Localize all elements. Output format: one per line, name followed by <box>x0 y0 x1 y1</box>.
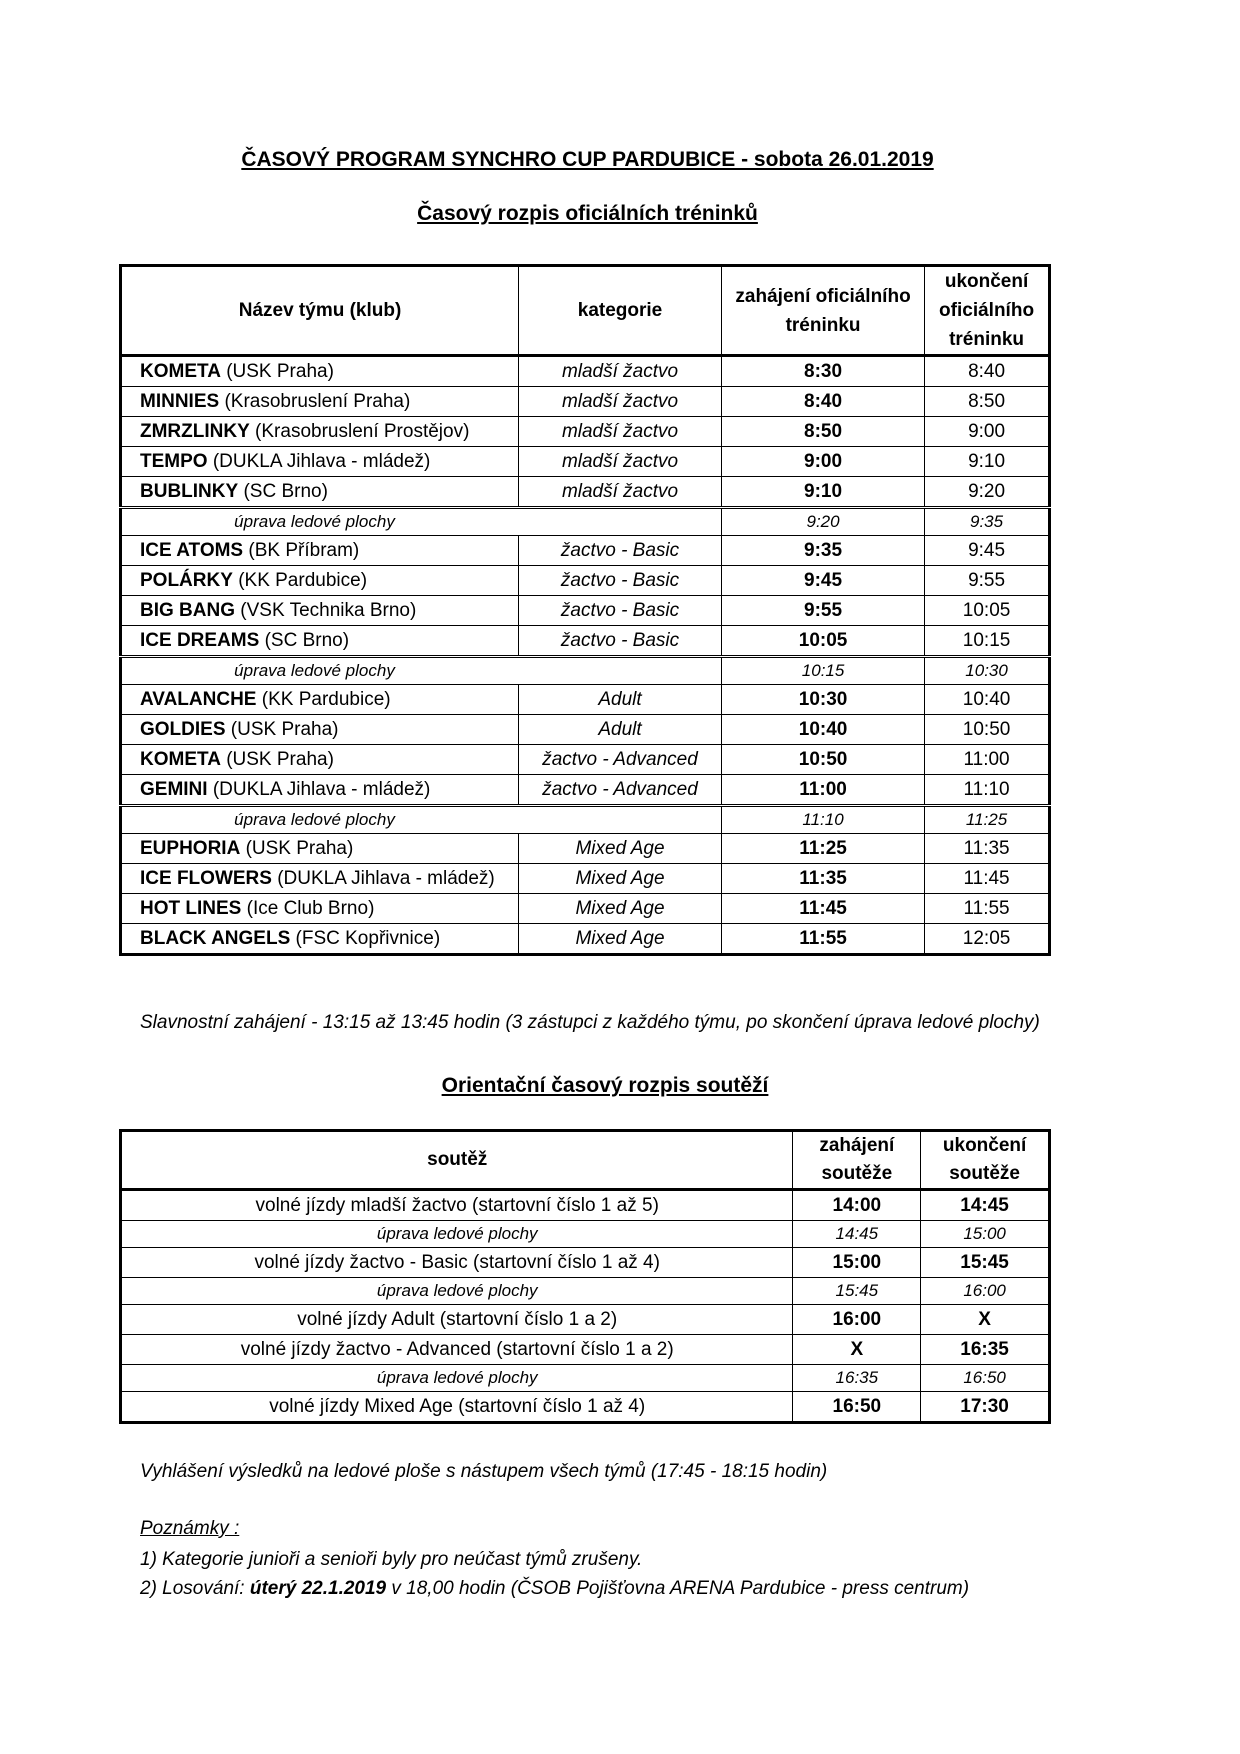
ice-resurfacing-row <box>121 1278 1050 1305</box>
training-heading: Časový rozpis oficiálních tréninků <box>417 202 758 225</box>
pause-label: úprava ledové plochy <box>121 657 722 685</box>
header-cell: ukončení soutěže <box>921 1131 1050 1190</box>
club-name: (Krasobruslení Prostějov) <box>255 421 470 442</box>
table-row <box>121 864 1050 894</box>
start-time: 11:25 <box>722 834 925 864</box>
header-cell: ukončení oficiálního tréninku <box>925 266 1050 356</box>
pause-label: úprava ledové plochy <box>121 806 722 834</box>
club-name: (KK Pardubice) <box>261 689 391 710</box>
category: Adult <box>519 715 722 745</box>
table-header-row <box>121 1131 1050 1190</box>
end-time: 11:25 <box>925 806 1050 834</box>
team-name: HOT LINES <box>140 898 242 919</box>
team-cell <box>121 775 519 806</box>
start-time: 11:55 <box>722 924 925 955</box>
start-time: 8:50 <box>722 417 925 447</box>
start-time: 16:35 <box>793 1365 921 1392</box>
header-cell: zahájení oficiálního tréninku <box>722 266 925 356</box>
start-time: 9:20 <box>722 508 925 536</box>
start-time: 14:00 <box>793 1190 921 1221</box>
table-row <box>121 447 1050 477</box>
category: mladší žactvo <box>519 387 722 417</box>
team-cell <box>121 626 519 657</box>
table-row <box>121 685 1050 715</box>
category: žactvo - Advanced <box>519 775 722 806</box>
category: žactvo - Basic <box>519 596 722 626</box>
team-name: BUBLINKY <box>140 481 239 502</box>
notes-heading: Poznámky : <box>140 1518 240 1539</box>
category: mladší žactvo <box>519 477 722 508</box>
start-time: 9:35 <box>722 536 925 566</box>
table-row <box>121 417 1050 447</box>
end-time: 10:40 <box>925 685 1050 715</box>
header-cell: Název týmu (klub) <box>121 266 519 356</box>
start-time: 9:55 <box>722 596 925 626</box>
team-cell <box>121 834 519 864</box>
team-name: ICE ATOMS <box>140 540 244 561</box>
category: Mixed Age <box>519 864 722 894</box>
club-name: (DUKLA Jihlava - mládež) <box>212 779 431 800</box>
club-name: (SC Brno) <box>264 630 350 651</box>
table-row <box>121 894 1050 924</box>
pause-label: úprava ledové plochy <box>121 508 722 536</box>
end-time: 16:00 <box>921 1278 1050 1305</box>
team-name: GOLDIES <box>140 719 226 740</box>
note-2-date: úterý 22.1.2019 <box>249 1578 387 1599</box>
team-name: BIG BANG <box>140 600 235 621</box>
team-cell <box>121 596 519 626</box>
team-name: AVALANCHE <box>140 689 257 710</box>
club-name: (Ice Club Brno) <box>246 898 375 919</box>
table-row <box>121 626 1050 657</box>
team-cell <box>121 417 519 447</box>
category: Mixed Age <box>519 894 722 924</box>
team-name: MINNIES <box>140 391 220 412</box>
competition-table <box>119 1129 1051 1424</box>
start-time: 10:05 <box>722 626 925 657</box>
competition-name: volné jízdy Adult (startovní číslo 1 a 2) <box>121 1305 793 1335</box>
start-time: 11:35 <box>722 864 925 894</box>
competition-name: volné jízdy mladší žactvo (startovní číslo 1 až 5) <box>121 1190 793 1221</box>
start-time: 8:40 <box>722 387 925 417</box>
note-2-suffix: v 18,00 hodin (ČSOB Pojišťovna ARENA Pardubice - press centrum) <box>386 1578 970 1599</box>
team-cell <box>121 745 519 775</box>
table-row <box>121 745 1050 775</box>
team-cell <box>121 894 519 924</box>
category: mladší žactvo <box>519 417 722 447</box>
end-time: 12:05 <box>925 924 1050 955</box>
competition-name: volné jízdy žactvo - Advanced (startovní číslo 1 a 2) <box>121 1335 793 1365</box>
end-time: 9:20 <box>925 477 1050 508</box>
club-name: (BK Příbram) <box>248 540 360 561</box>
team-name: BLACK ANGELS <box>140 928 291 949</box>
end-time: 9:35 <box>925 508 1050 536</box>
ice-resurfacing-row <box>121 806 1050 834</box>
pause-label: úprava ledové plochy <box>121 1278 793 1305</box>
pause-label: úprava ledové plochy <box>121 1365 793 1392</box>
category: mladší žactvo <box>519 447 722 477</box>
end-time: 11:35 <box>925 834 1050 864</box>
category: Mixed Age <box>519 834 722 864</box>
club-name: (USK Praha) <box>245 838 354 859</box>
training-table <box>119 264 1051 956</box>
start-time: 11:45 <box>722 894 925 924</box>
end-time: 14:45 <box>921 1190 1050 1221</box>
start-time: X <box>793 1335 921 1365</box>
end-time: 11:10 <box>925 775 1050 806</box>
team-name: TEMPO <box>140 451 208 472</box>
start-time: 8:30 <box>722 356 925 387</box>
club-name: (DUKLA Jihlava - mládež) <box>212 451 431 472</box>
table-row <box>121 566 1050 596</box>
team-name: ICE DREAMS <box>140 630 260 651</box>
category: žactvo - Advanced <box>519 745 722 775</box>
category: Adult <box>519 685 722 715</box>
team-cell <box>121 715 519 745</box>
table-row <box>121 356 1050 387</box>
end-time: 9:10 <box>925 447 1050 477</box>
end-time: 9:00 <box>925 417 1050 447</box>
end-time: 11:45 <box>925 864 1050 894</box>
club-name: (USK Praha) <box>226 749 334 770</box>
competition-name: volné jízdy žactvo - Basic (startovní číslo 1 až 4) <box>121 1248 793 1278</box>
note-2 <box>140 1578 969 1600</box>
end-time: 8:40 <box>925 356 1050 387</box>
end-time: 9:45 <box>925 536 1050 566</box>
start-time: 10:40 <box>722 715 925 745</box>
team-cell <box>121 356 519 387</box>
ice-resurfacing-row <box>121 1221 1050 1248</box>
club-name: (USK Praha) <box>230 719 339 740</box>
end-time: 10:05 <box>925 596 1050 626</box>
table-row <box>121 536 1050 566</box>
end-time: 11:00 <box>925 745 1050 775</box>
team-name: KOMETA <box>140 749 221 770</box>
table-row <box>121 1305 1050 1335</box>
club-name: (Krasobruslení Praha) <box>224 391 411 412</box>
team-name: ZMRZLINKY <box>140 421 250 442</box>
end-time: 16:50 <box>921 1365 1050 1392</box>
table-row <box>121 1248 1050 1278</box>
table-row <box>121 1335 1050 1365</box>
end-time: 8:50 <box>925 387 1050 417</box>
club-name: (USK Praha) <box>226 361 334 382</box>
team-cell <box>121 536 519 566</box>
table-row <box>121 775 1050 806</box>
results-note: Vyhlášení výsledků na ledové ploše s nástupem všech týmů (17:45 - 18:15 hodin) <box>140 1461 828 1482</box>
club-name: (SC Brno) <box>243 481 328 502</box>
end-time: 9:55 <box>925 566 1050 596</box>
end-time: 10:50 <box>925 715 1050 745</box>
start-time: 10:15 <box>722 657 925 685</box>
page-title: ČASOVÝ PROGRAM SYNCHRO CUP PARDUBICE - sobota 26.01.2019 <box>241 148 934 171</box>
team-name: ICE FLOWERS <box>140 868 272 889</box>
ice-resurfacing-row <box>121 657 1050 685</box>
end-time: 15:00 <box>921 1221 1050 1248</box>
header-cell: soutěž <box>121 1131 793 1190</box>
team-cell <box>121 387 519 417</box>
category: žactvo - Basic <box>519 536 722 566</box>
end-time: 17:30 <box>921 1392 1050 1423</box>
team-name: EUPHORIA <box>140 838 241 859</box>
start-time: 9:45 <box>722 566 925 596</box>
end-time: X <box>921 1305 1050 1335</box>
start-time: 15:00 <box>793 1248 921 1278</box>
table-row <box>121 596 1050 626</box>
club-name: (KK Pardubice) <box>238 570 368 591</box>
note-1: 1) Kategorie junioři a senioři byly pro neúčast týmů zrušeny. <box>140 1549 643 1570</box>
team-cell <box>121 477 519 508</box>
start-time: 10:30 <box>722 685 925 715</box>
note-2-prefix: 2) Losování: <box>140 1578 250 1599</box>
start-time: 9:00 <box>722 447 925 477</box>
team-cell <box>121 447 519 477</box>
club-name: (DUKLA Jihlava - mládež) <box>277 868 495 889</box>
team-name: POLÁRKY <box>140 570 233 591</box>
club-name: (FSC Kopřivnice) <box>295 928 441 949</box>
start-time: 11:10 <box>722 806 925 834</box>
table-row <box>121 924 1050 955</box>
start-time: 9:10 <box>722 477 925 508</box>
table-header-row <box>121 266 1050 356</box>
start-time: 11:00 <box>722 775 925 806</box>
category: žactvo - Basic <box>519 626 722 657</box>
start-time: 16:50 <box>793 1392 921 1423</box>
ice-resurfacing-row <box>121 1365 1050 1392</box>
competition-name: volné jízdy Mixed Age (startovní číslo 1 až 4) <box>121 1392 793 1423</box>
end-time: 11:55 <box>925 894 1050 924</box>
competition-heading: Orientační časový rozpis soutěží <box>441 1074 769 1097</box>
table-row <box>121 715 1050 745</box>
category: mladší žactvo <box>519 356 722 387</box>
start-time: 15:45 <box>793 1278 921 1305</box>
team-cell <box>121 685 519 715</box>
start-time: 10:50 <box>722 745 925 775</box>
ice-resurfacing-row <box>121 508 1050 536</box>
team-name: GEMINI <box>140 779 208 800</box>
table-row <box>121 1190 1050 1221</box>
header-cell: zahájení soutěže <box>793 1131 921 1190</box>
team-name: KOMETA <box>140 361 221 382</box>
club-name: (VSK Technika Brno) <box>240 600 417 621</box>
category: žactvo - Basic <box>519 566 722 596</box>
end-time: 10:30 <box>925 657 1050 685</box>
team-cell <box>121 864 519 894</box>
table-row <box>121 477 1050 508</box>
team-cell <box>121 924 519 955</box>
end-time: 10:15 <box>925 626 1050 657</box>
table-row <box>121 834 1050 864</box>
table-row <box>121 387 1050 417</box>
opening-note: Slavnostní zahájení - 13:15 až 13:45 hodin (3 zástupci z každého týmu, po skončení úprava ledové plochy) <box>140 1012 1040 1033</box>
start-time: 14:45 <box>793 1221 921 1248</box>
pause-label: úprava ledové plochy <box>121 1221 793 1248</box>
end-time: 15:45 <box>921 1248 1050 1278</box>
team-cell <box>121 566 519 596</box>
end-time: 16:35 <box>921 1335 1050 1365</box>
category: Mixed Age <box>519 924 722 955</box>
header-cell: kategorie <box>519 266 722 356</box>
start-time: 16:00 <box>793 1305 921 1335</box>
table-row <box>121 1392 1050 1423</box>
